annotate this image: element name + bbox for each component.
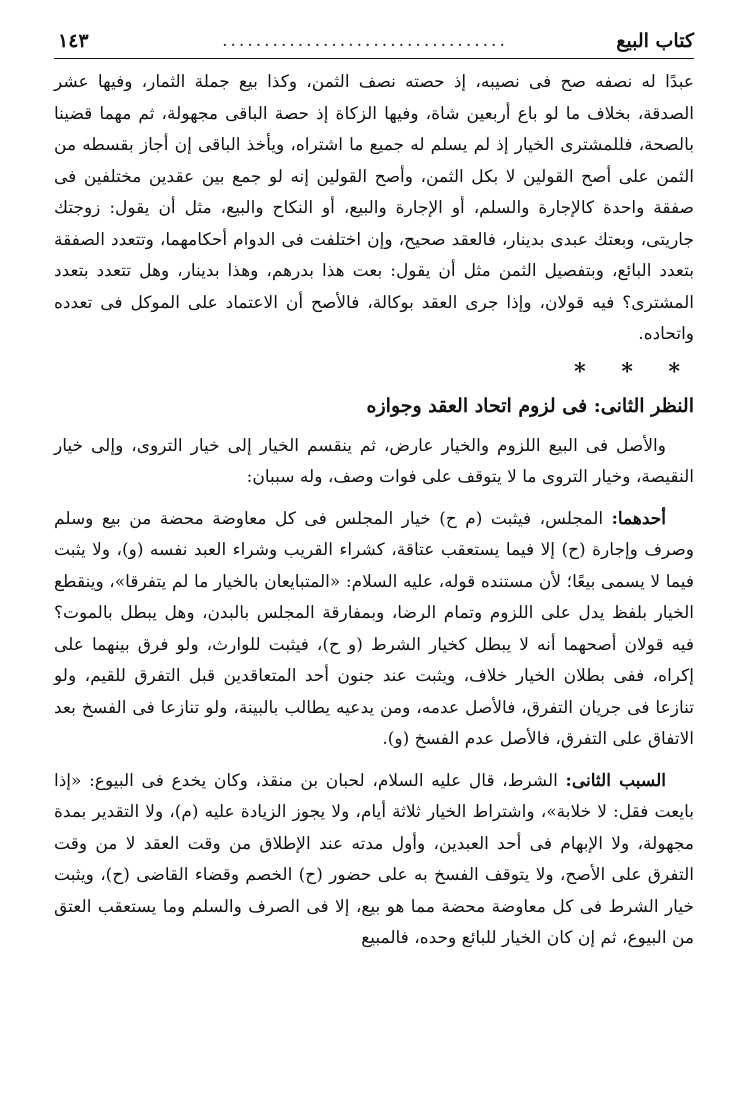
book-page: [54, 28, 694, 955]
paragraph-lead-term: أحدهما:: [611, 508, 666, 529]
section-heading: النظر الثانى: فى لزوم اتحاد العقد وجوازه: [366, 394, 694, 417]
paragraph-continuation: عبدًا له نصفه صح فى نصيبه، إذ حصته نصف الثمن، وكذا بيع جملة الثمار، وفيها عشر الصدقة، بخلاف ما لو باع أربعين شاة، وفيها الزكاة إذ حصة الباقى مجهولة، ثم مهما قضينا بالصحة، فللمشترى الخيار إذ لم يسلم له جميع ما اشتراه، ويأخذ الباقى إن أجاز بقسطه من الثمن على أصح القولين لا بكل الثمن، وأصح القولين إنه لو جمع بين عقدين مختلفين فى صفقة واحدة كالإجارة والسلم، أو الإجارة والبيع، أو النكاح والبيع، مثل أن يقول: زوجتك جاريتى، وبعتك عبدى بدينار، فالعقد صحيح، وإن اختلفت فى الدوام أحكامهما، وتتعدد الصفقة بتعدد البائع، وبتفصيل الثمن مثل أن يقول: بعت هذا بدرهم، وهذا بدينار، وهل تتعدد بتعدد المشترى؟ فيه قولان، وإذا جرى العقد بوكالة، فالأصح أن الاعتماد على الموكل فى تعدده واتحاده.: [54, 72, 694, 344]
page-number: ١٤٣: [58, 30, 89, 52]
header-leader-dots: ..................................: [222, 31, 508, 51]
paragraph-first-cause: [54, 504, 694, 756]
paragraph-intro: والأصل فى البيع اللزوم والخيار عارض، ثم ينقسم الخيار إلى خيار التروى، وإلى خيار النقيصة، وخيار التروى ما لا يتوقف على فوات وصف، وله سببان:: [54, 435, 694, 487]
section-separator-stars: * * *: [574, 358, 694, 385]
page-body: [54, 67, 694, 955]
paragraph-second-cause: [54, 766, 694, 955]
paragraph-text: الشرط، قال عليه السلام، لحبان بن منقذ، وكان يخدع فى البيوع: «إذا بايعت فقل: لا خلابة»، واشتراط الخيار ثلاثة أيام، ولا يجوز الزيادة عليه (م)، ولا التقدير بمدة مجهولة، ولا الإبهام فى أحد العبدين، وأول مدته عند الإطلاق من وقت العقد لا من وقت التفرق على الأصح، ولا يتوقف الفسخ به على حضور (ح) الخصم وقضاء القاضى (ح)، ويثبت خيار الشرط فى كل معاوضة محضة مما هو بيع، إلا فى الصرف والسلم وما يستعقب العتق من البيوع، ثم إن كان الخيار للبائع وحده، فالمبيع: [54, 770, 694, 948]
paragraph-text: المجلس، فيثبت (م ح) خيار المجلس فى كل معاوضة محضة من بيع وسلم وصرف وإجارة (ح) إلا فيما يستعقب عتاقة، كشراء القريب وشراء العبد نفسه (و)، ولا يثبت فيما لا يسمى بيعًا؛ لأن مستنده قوله، عليه السلام: «المتبايعان بالخيار ما لم يتفرقا»، وينقطع الخيار بلفظ يدل على اللزوم وتمام الرضا، وبمفارقة المجلس بالبدن، وهل يبطل بالموت؟ فيه قولان أصحهما أنه لا يبطل كخيار الشرط (و ح)، فيثبت للوارث، ولو فرق بينهما على إكراه، ففى بطلان الخيار خلاف، ويثبت عند جنون أحد المتعاقدين قبل التفرق للقيم، ولو تنازعا فى جريان التفرق، فالأصل عدمه، ومن يدعيه يطالب بالبينة، ولو تنازعا فى الفسخ بعد الاتفاق على التفرق، فالأصل عدم الفسخ (و).: [54, 508, 694, 749]
paragraph-lead-term: السبب الثانى:: [565, 770, 666, 791]
running-title: كتاب البيع: [616, 30, 694, 52]
paragraph-gap: [54, 756, 694, 766]
paragraph-gap: [54, 494, 694, 504]
running-header: [54, 28, 694, 59]
